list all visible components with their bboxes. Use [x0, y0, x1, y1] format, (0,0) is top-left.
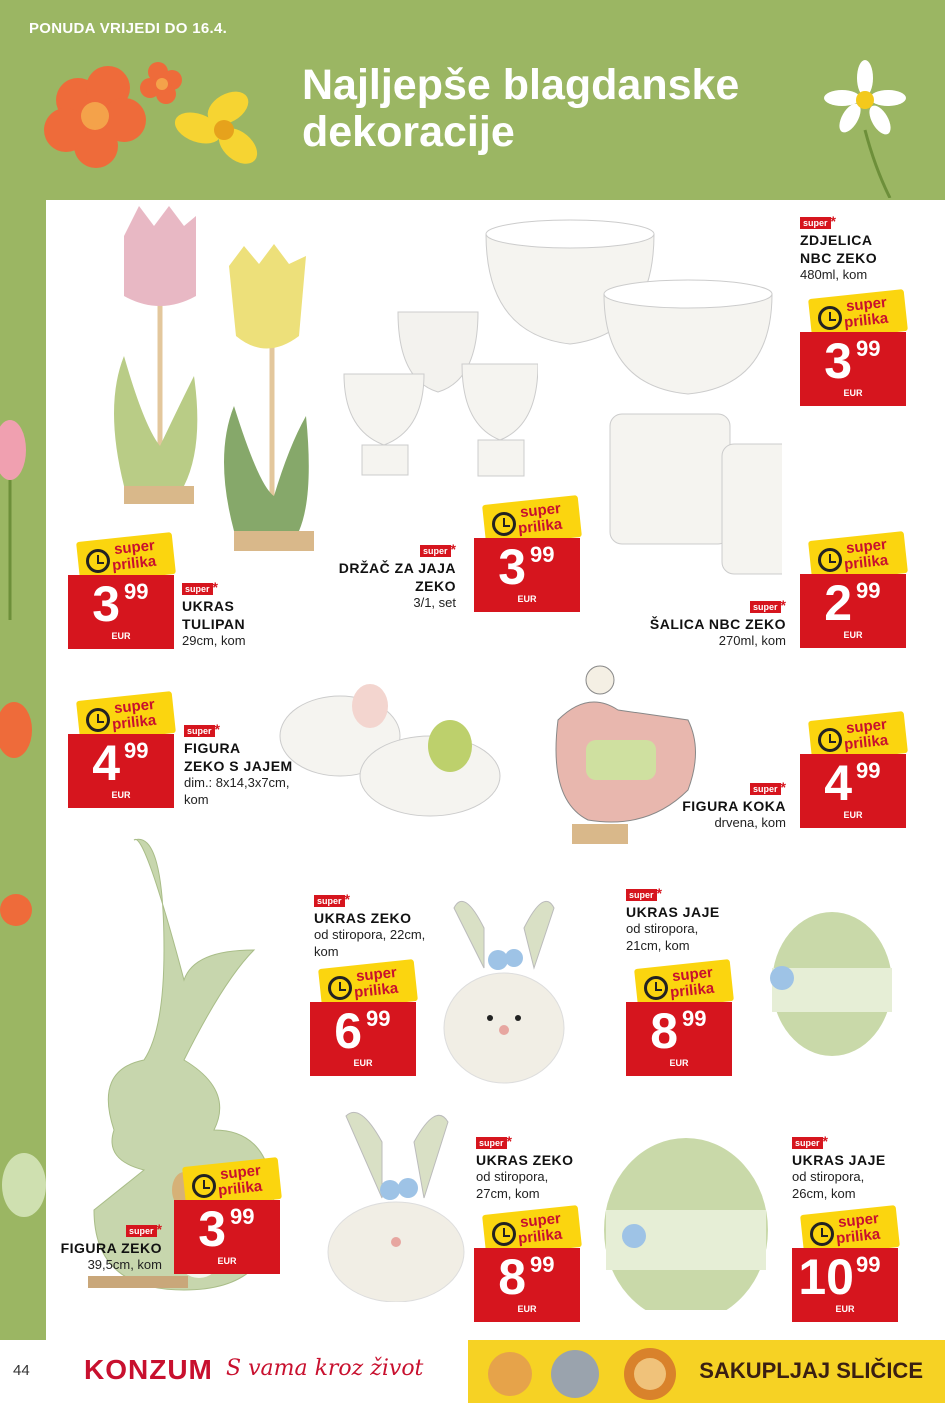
currency-label: EUR [843, 388, 863, 398]
price-box [474, 538, 580, 612]
price-cents: 99 [124, 579, 149, 604]
asterisk-icon: * [822, 1133, 828, 1149]
currency-label: EUR [517, 594, 537, 604]
product-text [314, 890, 425, 961]
badge-super-text: super [519, 1209, 562, 1232]
product-details: 27cm, kom [476, 1185, 540, 1201]
price-cents: 99 [682, 1006, 707, 1031]
price-box [68, 575, 174, 649]
product-details: 21cm, kom [626, 937, 690, 953]
product-name: UKRAS ZEKO [314, 909, 412, 926]
page-footer [0, 1340, 945, 1403]
asterisk-icon: * [214, 721, 220, 737]
badge-super-text: super [355, 963, 398, 986]
daisy-icon [820, 58, 910, 198]
badge-super-text: super [837, 1209, 880, 1232]
product-name: UKRAS JAJE [792, 1151, 886, 1168]
currency-label: EUR [111, 631, 131, 641]
badge-super-text: super [219, 1161, 262, 1184]
badge-prilika-text: prilika [843, 551, 889, 574]
badge-super-text: super [845, 293, 888, 316]
product-details: 3/1, set [413, 595, 456, 611]
super-label: super [314, 895, 345, 907]
product-name: DRŽAČ ZA JAJA [338, 559, 456, 576]
title-line-2: dekoracije [302, 108, 515, 157]
clock-icon [810, 1222, 834, 1246]
super-label: super [800, 217, 831, 229]
clock-icon [644, 976, 668, 1000]
product-name: UKRAS JAJE [626, 903, 720, 920]
badge-prilika-text: prilika [353, 979, 399, 1002]
clock-icon [818, 306, 842, 330]
price-box [792, 1248, 898, 1322]
price-box [800, 574, 906, 648]
side-flowers-icon [0, 200, 46, 1340]
asterisk-icon: * [212, 579, 218, 595]
badge-super-text: super [671, 963, 714, 986]
asterisk-icon: * [830, 213, 836, 229]
styrofoam-bunny-27cm-image [324, 1102, 474, 1302]
price-euro: 3 [498, 539, 526, 595]
product-text [336, 540, 456, 612]
price-box [800, 754, 906, 828]
plush-toys-icon [480, 1342, 690, 1402]
product-name: UKRAS ZEKO [476, 1151, 574, 1168]
price-box [626, 1002, 732, 1076]
super-label: super [626, 889, 657, 901]
page-header [0, 0, 945, 200]
badge-prilika-text: prilika [217, 1177, 263, 1200]
product-name: FIGURA ZEKO [60, 1239, 162, 1256]
product-text [626, 884, 720, 955]
price-euro: 2 [824, 575, 852, 631]
clock-icon [86, 549, 110, 573]
product-details: 39,5cm, kom [87, 1257, 162, 1273]
product-details: dim.: 8x14,3x7cm, [184, 775, 290, 791]
product-text [666, 778, 786, 832]
asterisk-icon: * [780, 779, 786, 795]
badge-super-text: super [845, 535, 888, 558]
flowers-decoration-icon [38, 58, 268, 188]
price-euro: 4 [824, 755, 852, 811]
product-text [792, 1132, 886, 1203]
page-number: 44 [13, 1362, 30, 1379]
super-label: super [750, 601, 781, 613]
badge-prilika-text: prilika [517, 515, 563, 538]
super-label: super [792, 1137, 823, 1149]
product-details: 480ml, kom [800, 267, 868, 283]
clock-icon [86, 708, 110, 732]
currency-label: EUR [843, 630, 863, 640]
asterisk-icon: * [156, 1221, 162, 1237]
product-text [52, 1220, 162, 1274]
currency-label: EUR [111, 790, 131, 800]
clock-icon [492, 512, 516, 536]
super-label: super [184, 725, 215, 737]
product-name: UKRAS [182, 597, 235, 614]
bunny-with-egg-image [270, 656, 510, 836]
price-euro: 3 [824, 333, 852, 389]
product-text [182, 578, 246, 650]
product-details: drvena, kom [714, 815, 786, 831]
price-cents: 99 [856, 578, 881, 603]
clock-icon [818, 728, 842, 752]
price-cents: 99 [530, 542, 555, 567]
badge-super-text: super [845, 715, 888, 738]
badge-prilika-text: prilika [669, 979, 715, 1002]
badge-super-text: super [519, 499, 562, 522]
product-name: TULIPAN [182, 616, 246, 633]
asterisk-icon: * [344, 891, 350, 907]
product-name: ZEKO [415, 578, 456, 595]
badge-super-text: super [113, 695, 156, 718]
price-cents: 99 [230, 1204, 255, 1229]
super-label: super [420, 545, 451, 557]
clock-icon [818, 548, 842, 572]
product-details: kom [184, 792, 209, 808]
currency-label: EUR [217, 1256, 237, 1266]
product-name: ZEKO S JAJEM [184, 758, 293, 775]
clock-icon [492, 1222, 516, 1246]
product-details: od stiropora, [626, 921, 699, 937]
product-name: FIGURA KOKA [682, 797, 786, 814]
product-details: od stiropora, 22cm, [314, 927, 426, 943]
price-cents: 99 [856, 1252, 881, 1277]
price-box [68, 734, 174, 808]
price-cents: 99 [856, 336, 881, 361]
price-box [174, 1200, 280, 1274]
left-decoration-strip [0, 200, 46, 1340]
currency-label: EUR [353, 1058, 373, 1068]
price-cents: 99 [366, 1006, 391, 1031]
styrofoam-bunny-22cm-image [434, 888, 574, 1088]
badge-super-text: super [113, 536, 156, 559]
currency-label: EUR [843, 810, 863, 820]
asterisk-icon: * [506, 1133, 512, 1149]
price-cents: 99 [856, 758, 881, 783]
super-label: super [126, 1225, 157, 1237]
product-text [800, 212, 877, 284]
product-details: 29cm, kom [182, 633, 246, 649]
price-box [800, 332, 906, 406]
styrofoam-egg-26cm-image [596, 1130, 776, 1310]
title-line-1: Najljepše blagdanske [302, 61, 740, 109]
price-euro: 6 [334, 1003, 362, 1059]
currency-label: EUR [517, 1304, 537, 1314]
price-euro: 8 [498, 1249, 526, 1305]
clock-icon [328, 976, 352, 1000]
offer-validity: PONUDA VRIJEDI DO 16.4. [29, 20, 228, 37]
price-box [310, 1002, 416, 1076]
product-details: od stiropora, [476, 1169, 549, 1185]
products-panel [46, 200, 945, 1340]
collect-stickers-text: SAKUPLJAJ SLIČICE [699, 1358, 923, 1383]
product-details: 26cm, kom [792, 1185, 856, 1201]
badge-prilika-text: prilika [835, 1225, 881, 1248]
tulip-decoration-image [84, 206, 324, 558]
super-label: super [476, 1137, 507, 1149]
price-box [474, 1248, 580, 1322]
price-euro: 8 [650, 1003, 678, 1059]
styrofoam-egg-21cm-image [752, 908, 902, 1058]
price-cents: 99 [124, 738, 149, 763]
asterisk-icon: * [656, 885, 662, 901]
asterisk-icon: * [780, 597, 786, 613]
asterisk-icon: * [450, 541, 456, 557]
badge-prilika-text: prilika [517, 1225, 563, 1248]
price-euro: 3 [198, 1201, 226, 1257]
page-title [302, 62, 822, 157]
konzum-logo: KONZUM [84, 1354, 213, 1385]
product-details: 270ml, kom [718, 633, 786, 649]
badge-prilika-text: prilika [111, 711, 157, 734]
badge-prilika-text: prilika [111, 552, 157, 575]
product-name: FIGURA [184, 739, 241, 756]
currency-label: EUR [669, 1058, 689, 1068]
super-label: super [182, 583, 213, 595]
product-name: NBC ZEKO [800, 250, 878, 267]
product-name: ZDJELICA [800, 231, 873, 248]
currency-label: EUR [835, 1304, 855, 1314]
badge-prilika-text: prilika [843, 731, 889, 754]
product-text [626, 596, 786, 650]
product-text [476, 1132, 574, 1203]
product-text [184, 720, 293, 809]
product-details: od stiropora, [792, 1169, 865, 1185]
price-cents: 99 [530, 1252, 555, 1277]
product-details: kom [314, 943, 339, 959]
price-euro: 4 [92, 735, 120, 791]
price-euro: 10 [798, 1249, 854, 1305]
clock-icon [192, 1174, 216, 1198]
product-name: ŠALICA NBC ZEKO [649, 615, 786, 632]
badge-prilika-text: prilika [843, 309, 889, 332]
price-euro: 3 [92, 576, 120, 632]
super-label: super [750, 783, 781, 795]
brand-slogan: S vama kroz život [226, 1356, 424, 1381]
